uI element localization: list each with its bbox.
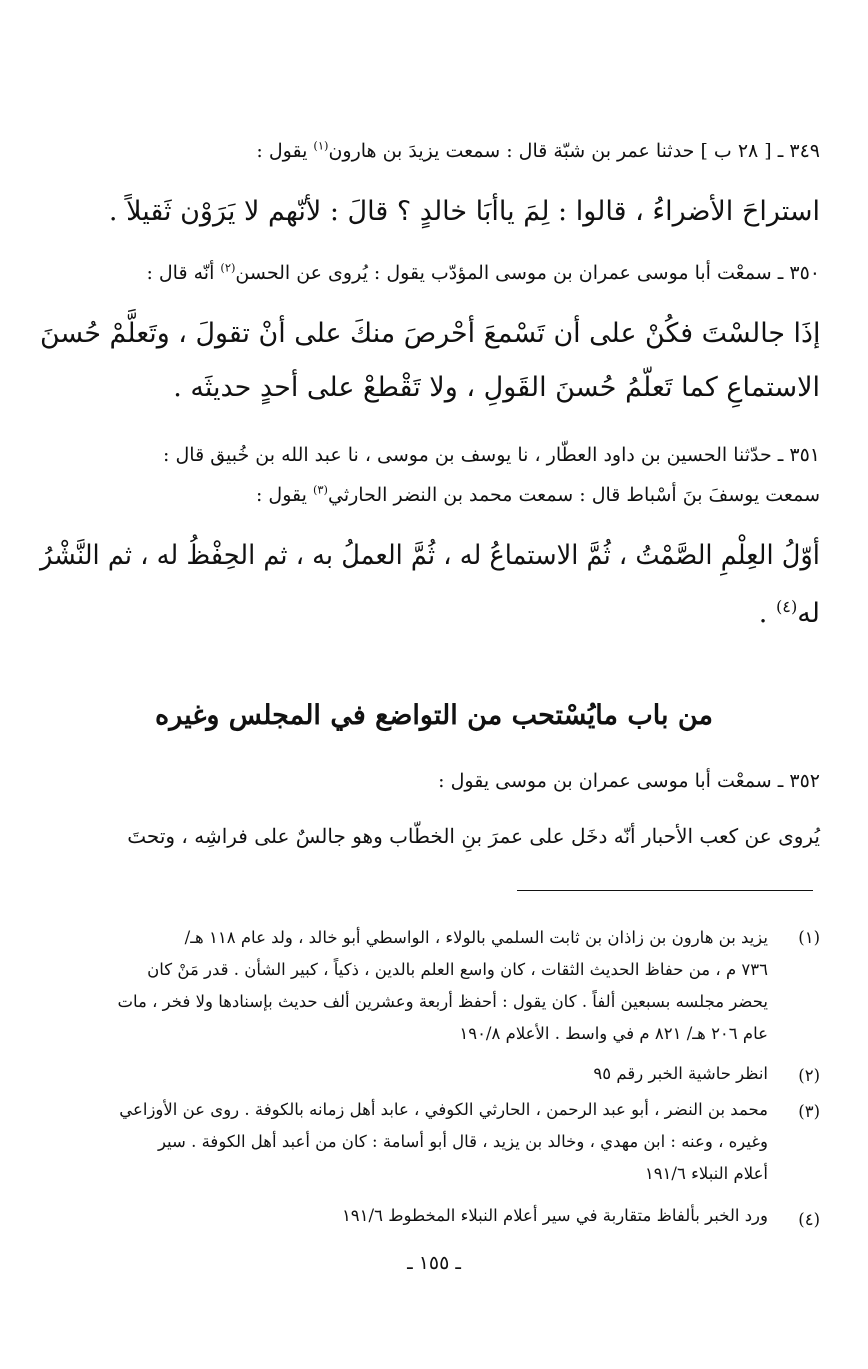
footnote-1-line-4: عام ٢٠٦ هـ/ ٨٢١ م في واسط . الأعلام ١٩٠/٨	[459, 1024, 768, 1043]
isnad-text: ٣٥٠ ـ سمعْت أبا موسى عمران بن موسى المؤدّب يقول : يُروى عن الحسن	[235, 262, 820, 284]
footnote-separator	[517, 890, 813, 891]
isnad-text: يقول :	[255, 484, 313, 506]
isnad-text: ٣٤٩ ـ [ ٢٨ ب ] حدثنا عمر بن شبّة قال : سمعت يزيدَ بن هارون	[328, 140, 820, 162]
entry-351-matn-line-2	[759, 598, 820, 629]
isnad-text: أنّه قال :	[146, 262, 221, 284]
entry-350-matn-line-1: إذَا جالسْتَ فكُنْ على أن تَسْمعَ أحْرصَ منكَ على أنْ تقولَ ، وتَعلَّمْ حُسنَ	[39, 318, 820, 349]
footnote-ref[interactable]: (٣)	[312, 482, 328, 497]
entry-350-matn-line-2: الاستماعِ كما تَعلّمُ حُسنَ القَولِ ، ولا تَقْطعْ على أحدٍ حديثَه .	[173, 372, 820, 403]
footnote-3-line-1: محمد بن النضر ، أبو عبد الرحمن ، الحارثي الكوفي ، عابد أهل زمانه بالكوفة . روى عن الأوزاعي	[119, 1100, 768, 1119]
matn-text: له	[797, 598, 820, 629]
footnote-2-line-1: انظر حاشية الخبر رقم ٩٥	[593, 1064, 768, 1083]
entry-352-isnad: ٣٥٢ ـ سمعْت أبا موسى عمران بن موسى يقول :	[438, 770, 820, 792]
footnote-3-line-3: أعلام النبلاء ١٩١/٦	[644, 1164, 768, 1183]
isnad-text: سمعت يوسفَ بنَ أسْباط قال : سمعت محمد بن النضر الحارثي	[328, 484, 820, 506]
page-number: ـ ١٥٥ ـ	[407, 1252, 461, 1274]
isnad-text: يقول :	[256, 140, 314, 162]
chapter-heading: من باب مايُسْتحب من التواضع في المجلس وغيره	[155, 700, 713, 731]
footnote-number: (٤)	[798, 1210, 820, 1229]
footnote-number: (٣)	[798, 1102, 820, 1121]
footnote-1-line-3: يحضر مجلسه بسبعين ألفاً . كان يقول : أحفظ أربعة وعشرين ألف حديث بإسنادها ولا فخر ، مات	[117, 992, 768, 1011]
entry-349-isnad	[256, 140, 820, 162]
footnote-ref[interactable]: (٤)	[775, 597, 798, 616]
entry-351-matn-line-1: أوّلُ العِلْمِ الصَّمْتُ ، ثُمَّ الاستماعُ له ، ثُمَّ العملُ به ، ثم الحِفْظُ له ، ثم النَّشْرُ	[40, 540, 820, 571]
footnote-number: (٢)	[798, 1066, 820, 1085]
entry-349-matn: استراحَ الأضراءُ ، قالوا : لِمَ ياأبَا خالدٍ ؟ قالَ : لأنّهم لا يَرَوْن ثَقيلاً .	[108, 196, 820, 227]
entry-350-isnad	[146, 262, 820, 284]
footnote-3-line-2: وغيره ، وعنه : ابن مهدي ، وخالد بن يزيد ، قال أبو أسامة : كان من أعبد أهل الكوفة . سير	[157, 1132, 768, 1151]
footnote-4-line-1: ورد الخبر بألفاظ متقاربة في سير أعلام النبلاء المخطوط ١٩١/٦	[341, 1206, 768, 1225]
entry-351-isnad-line-1: ٣٥١ ـ حدّثنا الحسين بن داود العطّار ، نا يوسف بن موسى ، نا عبد الله بن خُبيق قال :	[163, 444, 820, 466]
footnote-ref[interactable]: (١)	[313, 138, 329, 153]
matn-text: .	[758, 598, 776, 629]
footnote-1-line-1: يزيد بن هارون بن زاذان بن ثابت السلمي بالولاء ، الواسطي أبو خالد ، ولد عام ١١٨ هـ/	[184, 928, 768, 947]
footnote-number: (١)	[798, 928, 820, 947]
footnote-ref[interactable]: (٢)	[220, 260, 236, 275]
entry-352-body: يُروى عن كعب الأحبار أنّه دخَل على عمرَ بنِ الخطّاب وهو جالسٌ على فراشِه ، وتحتَ	[127, 824, 820, 848]
footnote-1-line-2: ٧٣٦ م ، من حفاظ الحديث الثقات ، كان واسع العلم بالدين ، ذكياً ، كبير الشأن . قدر مَنْ كان	[147, 960, 768, 979]
entry-351-isnad-line-2	[256, 484, 820, 506]
